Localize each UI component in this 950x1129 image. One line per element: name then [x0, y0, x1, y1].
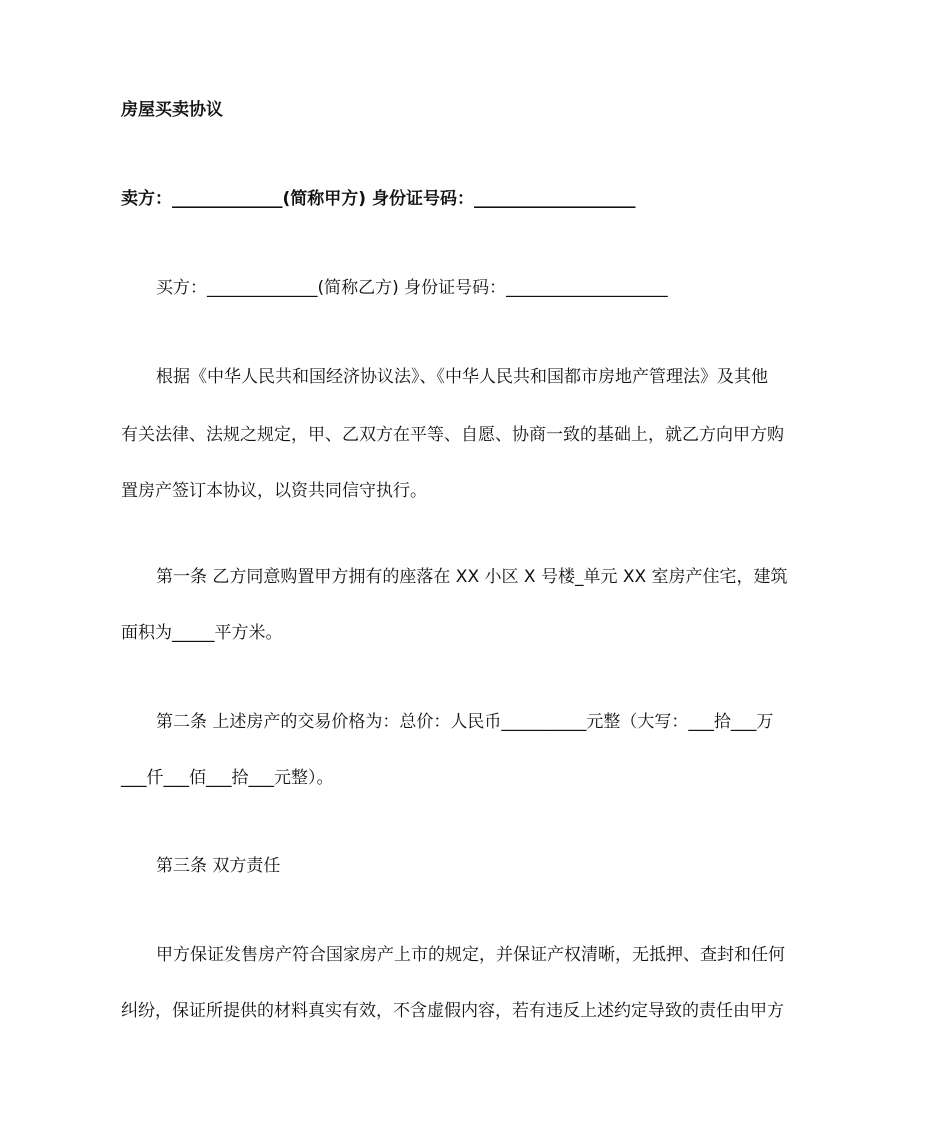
article3-paragraph-line-1: 甲方保证发售房产符合国家房产上市的规定，并保证产权清晰，无抵押、查封和任何 [156, 945, 785, 965]
intro-paragraph-line-3: 置房产签订本协议，以资共同信守执行。 [121, 481, 427, 501]
intro-paragraph-line-2: 有关法律、法规之规定，甲、乙双方在平等、自愿、协商一致的基础上，就乙方向甲方购 [121, 425, 784, 445]
article3-title: 第三条 双方责任 [156, 856, 281, 876]
document-title: 房屋买卖协议 [121, 100, 223, 120]
seller-line: 卖方：_____________(简称甲方) 身份证号码：___________________ [121, 189, 636, 209]
article2-line-2: ___仟___佰___拾___元整）。 [121, 768, 334, 788]
buyer-line: 买方：_____________(简称乙方) 身份证号码：___________________ [156, 278, 668, 298]
article1-line-1: 第一条 乙方同意购置甲方拥有的座落在 XX 小区 X 号楼_单元 XX 室房产住宅，建筑 [156, 567, 788, 587]
article1-line-2: 面积为_____平方米。 [121, 623, 283, 643]
article3-paragraph-line-2: 纠纷，保证所提供的材料真实有效，不含虚假内容，若有违反上述约定导致的责任由甲方 [121, 1001, 784, 1021]
intro-paragraph-line-1: 根据《中华人民共和国经济协议法》、《中华人民共和国都市房地产管理法》及其他 [156, 367, 768, 387]
article2-line-1: 第二条 上述房产的交易价格为：总价：人民币__________元整（大写：___拾___万 [156, 712, 774, 732]
